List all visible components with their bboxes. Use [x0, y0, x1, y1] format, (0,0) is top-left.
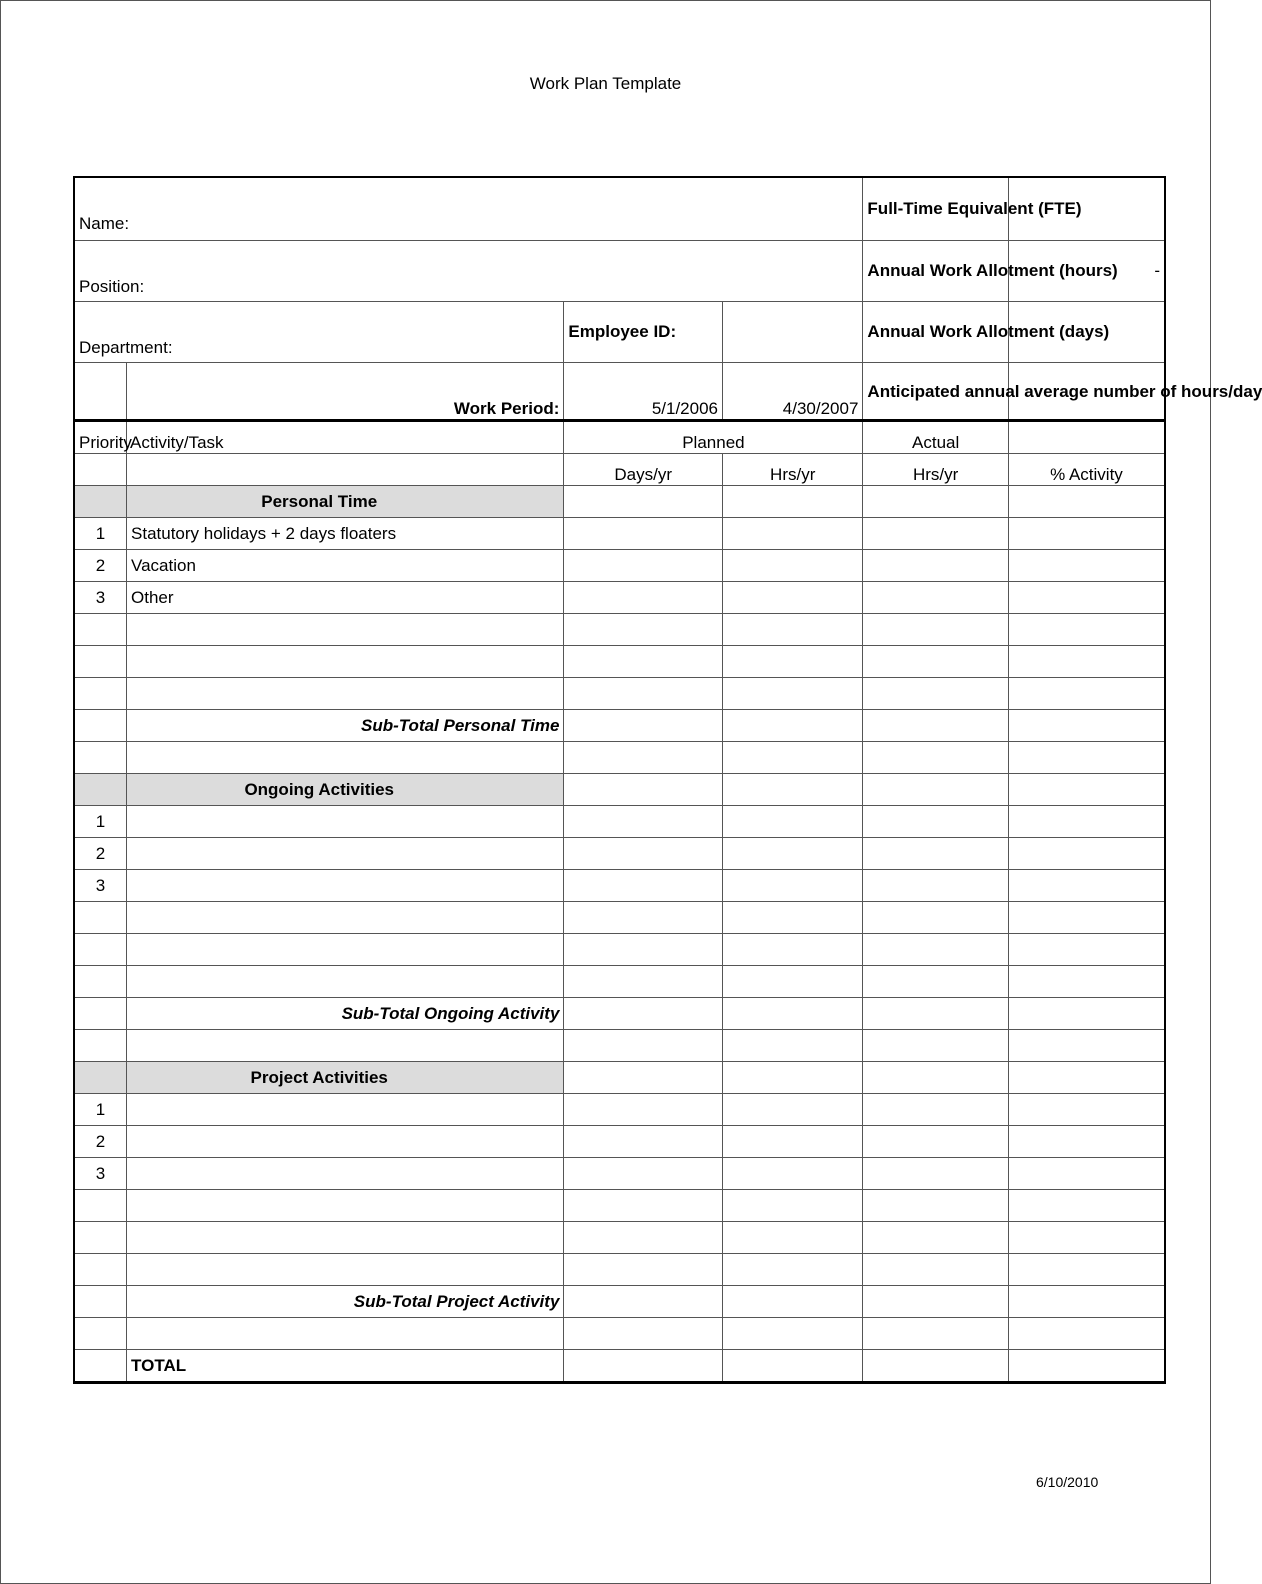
avg-hours-label: Anticipated annual average number of hours/day: [863, 363, 1008, 421]
task-cell[interactable]: Statutory holidays + 2 days floaters: [127, 518, 564, 550]
table-row: [74, 1094, 1165, 1126]
priority-cell: 3: [74, 870, 127, 902]
column-header-row-2: [74, 454, 1165, 486]
subtotal-row: [74, 710, 1165, 742]
table-row: [74, 966, 1165, 998]
work-period-start[interactable]: 5/1/2006: [564, 363, 723, 421]
task-cell[interactable]: Vacation: [127, 550, 564, 582]
table-row: [74, 742, 1165, 774]
table-row: [74, 1126, 1165, 1158]
table-row: [74, 1030, 1165, 1062]
task-cell[interactable]: [127, 1094, 564, 1126]
footer-date: 6/10/2010: [1036, 1474, 1099, 1490]
subtotal-project-label: Sub-Total Project Activity: [127, 1286, 564, 1318]
fte-label: Full-Time Equivalent (FTE): [863, 177, 1008, 241]
priority-cell: 1: [74, 1094, 127, 1126]
table-row: [74, 934, 1165, 966]
planned-header: Planned: [564, 421, 863, 454]
name-label: Name:: [74, 177, 863, 241]
section-header-row: [74, 486, 1165, 518]
hrs-yr-actual-header: Hrs/yr: [863, 454, 1008, 486]
section-shade: [74, 486, 127, 518]
priority-cell: 1: [74, 518, 127, 550]
actual-header: Actual: [863, 421, 1008, 454]
column-header-row-1: [74, 421, 1165, 454]
priority-cell: 2: [74, 1126, 127, 1158]
priority-cell: 1: [74, 806, 127, 838]
priority-cell: 2: [74, 550, 127, 582]
priority-cell: 3: [74, 1158, 127, 1190]
annual-hours-value[interactable]: -: [1008, 241, 1165, 302]
table-row: [74, 838, 1165, 870]
subtotal-ongoing-label: Sub-Total Ongoing Activity: [127, 998, 564, 1030]
table-row: [74, 806, 1165, 838]
table-row: [74, 550, 1165, 582]
section-header-row: [74, 1062, 1165, 1094]
table-row: [74, 1222, 1165, 1254]
pct-activity-header: % Activity: [1008, 454, 1165, 486]
task-cell[interactable]: [127, 838, 564, 870]
activity-header: Activity/Task: [127, 421, 564, 454]
annual-days-label: Annual Work Allotment (days): [863, 302, 1008, 363]
name-row: [74, 177, 1165, 241]
section-title-personal: Personal Time: [127, 486, 564, 518]
priority-header: Priority: [74, 421, 127, 454]
table-row: [74, 614, 1165, 646]
work-period-end[interactable]: 4/30/2007: [723, 363, 863, 421]
total-row: [74, 1350, 1165, 1383]
task-cell[interactable]: Other: [127, 582, 564, 614]
position-row: [74, 241, 1165, 302]
work-plan-table: [73, 176, 1262, 1384]
employee-id-label: Employee ID:: [564, 302, 723, 363]
subtotal-row: [74, 1286, 1165, 1318]
task-cell[interactable]: [127, 1158, 564, 1190]
table-row: [74, 1158, 1165, 1190]
position-label: Position:: [74, 241, 863, 302]
table-row: [74, 646, 1165, 678]
table-row: [74, 518, 1165, 550]
blank-cell: [127, 454, 564, 486]
blank-cell: [74, 363, 127, 421]
work-period-label: Work Period:: [127, 363, 564, 421]
table-row: [74, 1318, 1165, 1350]
employee-id-value-cell[interactable]: [723, 302, 863, 363]
subtotal-personal-label: Sub-Total Personal Time: [127, 710, 564, 742]
section-header-row: [74, 774, 1165, 806]
table-row: [74, 582, 1165, 614]
total-label: TOTAL: [127, 1350, 564, 1383]
section-shade: [74, 774, 127, 806]
annual-hours-label: Annual Work Allotment (hours): [863, 241, 1008, 302]
blank-cell: [74, 454, 127, 486]
hrs-yr-planned-header: Hrs/yr: [723, 454, 863, 486]
task-cell[interactable]: [127, 870, 564, 902]
department-row: [74, 302, 1165, 363]
table-row: [74, 870, 1165, 902]
task-cell[interactable]: [127, 1126, 564, 1158]
task-cell[interactable]: [127, 806, 564, 838]
section-shade: [74, 1062, 127, 1094]
days-yr-header: Days/yr: [564, 454, 723, 486]
work-period-row: [74, 363, 1165, 421]
section-title-ongoing: Ongoing Activities: [127, 774, 564, 806]
section-title-project: Project Activities: [127, 1062, 564, 1094]
page-title: Work Plan Template: [529, 74, 682, 93]
priority-cell: 2: [74, 838, 127, 870]
subtotal-row: [74, 998, 1165, 1030]
blank-cell: [1008, 421, 1165, 454]
department-label: Department:: [74, 302, 564, 363]
table-row: [74, 678, 1165, 710]
table-row: [74, 1190, 1165, 1222]
table-row: [74, 1254, 1165, 1286]
table-row: [74, 902, 1165, 934]
priority-cell: 3: [74, 582, 127, 614]
